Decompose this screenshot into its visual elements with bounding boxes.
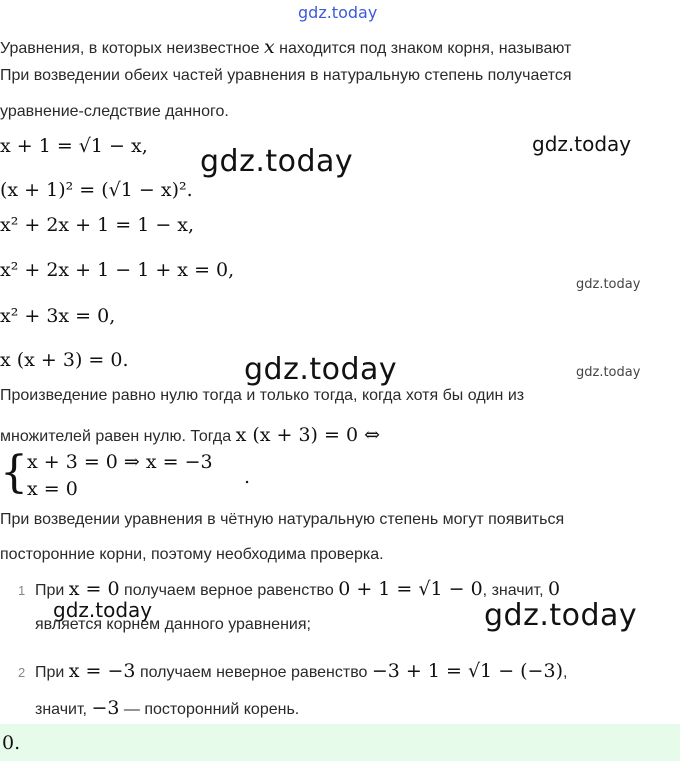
list-item-1-text-c: , значит, bbox=[482, 582, 548, 599]
list-item-1-line-1 bbox=[35, 578, 560, 600]
answer-box bbox=[0, 724, 680, 761]
equation-6: x (x + 3) = 0. bbox=[0, 349, 129, 371]
list-item-1-line-2: является корнем данного уравнения; bbox=[35, 616, 311, 633]
list-item-2-math-2: −3 + 1 = √1 − (−3) bbox=[371, 660, 563, 682]
list-item-2-line-2 bbox=[35, 697, 299, 719]
list-item-1-math-3: 0 bbox=[548, 578, 561, 600]
product-text: множителей равен нулю. Тогда bbox=[0, 428, 236, 445]
list-item-2-text-e: — посторонний корень. bbox=[119, 701, 300, 718]
watermark-list-big: gdz.today bbox=[484, 598, 638, 633]
equation-4: x² + 2x + 1 − 1 + x = 0, bbox=[0, 259, 235, 281]
system-dot: . bbox=[244, 466, 251, 488]
intro-var: x bbox=[264, 36, 275, 58]
list-item-2-line-1 bbox=[35, 660, 567, 682]
list-item-1-text-b: получаем верное равенство bbox=[119, 582, 339, 599]
product-line-2 bbox=[0, 424, 380, 446]
product-line-1: Произведение равно нулю тогда и только тогда, когда хотя бы один из bbox=[0, 387, 525, 404]
intro-line-2: При возведении обеих частей уравнения в натуральную степень получается bbox=[0, 67, 572, 84]
intro-line-1 bbox=[0, 36, 571, 58]
list-number-1: 1 bbox=[18, 583, 26, 598]
product-math: x (x + 3) = 0 ⇔ bbox=[235, 424, 380, 446]
watermark-right: gdz.today bbox=[532, 132, 632, 156]
equation-5: x² + 3x = 0, bbox=[0, 305, 116, 327]
watermark-top: gdz.today bbox=[298, 3, 378, 22]
watermark-big-1: gdz.today bbox=[200, 144, 354, 179]
list-number-2: 2 bbox=[18, 665, 26, 680]
list-item-2-text-c: , bbox=[562, 664, 568, 681]
system-row-1: x + 3 = 0 ⇒ x = −3 bbox=[27, 451, 213, 473]
list-item-2-math-1: x = −3 bbox=[68, 660, 136, 682]
list-item-2-text-d: значит, bbox=[35, 701, 92, 718]
intro-text-a: Уравнения, в которых неизвестное bbox=[0, 40, 264, 57]
watermark-small-2: gdz.today bbox=[576, 365, 641, 380]
equation-3: x² + 2x + 1 = 1 − x, bbox=[0, 214, 195, 236]
watermark-big-2: gdz.today bbox=[244, 352, 398, 387]
intro-line-3: уравнение-следствие данного. bbox=[0, 103, 229, 120]
list-item-2-text-a: При bbox=[35, 664, 69, 681]
system-row-2: x = 0 bbox=[27, 478, 78, 500]
answer-value: 0. bbox=[2, 732, 21, 754]
intro-text-b: находится под знаком корня, называют bbox=[274, 40, 572, 57]
check-line-2: посторонние корни, поэтому необходима проверка. bbox=[0, 546, 384, 563]
list-item-1-text-a: При bbox=[35, 582, 69, 599]
list-item-1-math-2: 0 + 1 = √1 − 0 bbox=[338, 578, 483, 600]
list-item-2-math-3: −3 bbox=[91, 697, 120, 719]
watermark-list: gdz.today bbox=[53, 598, 153, 622]
system-brace: { bbox=[0, 447, 28, 498]
list-item-1-math-1: x = 0 bbox=[68, 578, 120, 600]
check-line-1: При возведении уравнения в чётную натуральную степень могут появиться bbox=[0, 511, 565, 528]
equation-2: (x + 1)² = (√1 − x)². bbox=[0, 179, 193, 201]
equation-1: x + 1 = √1 − x, bbox=[0, 135, 148, 157]
list-item-2-text-b: получаем неверное равенство bbox=[135, 664, 372, 681]
watermark-small-1: gdz.today bbox=[576, 277, 641, 292]
